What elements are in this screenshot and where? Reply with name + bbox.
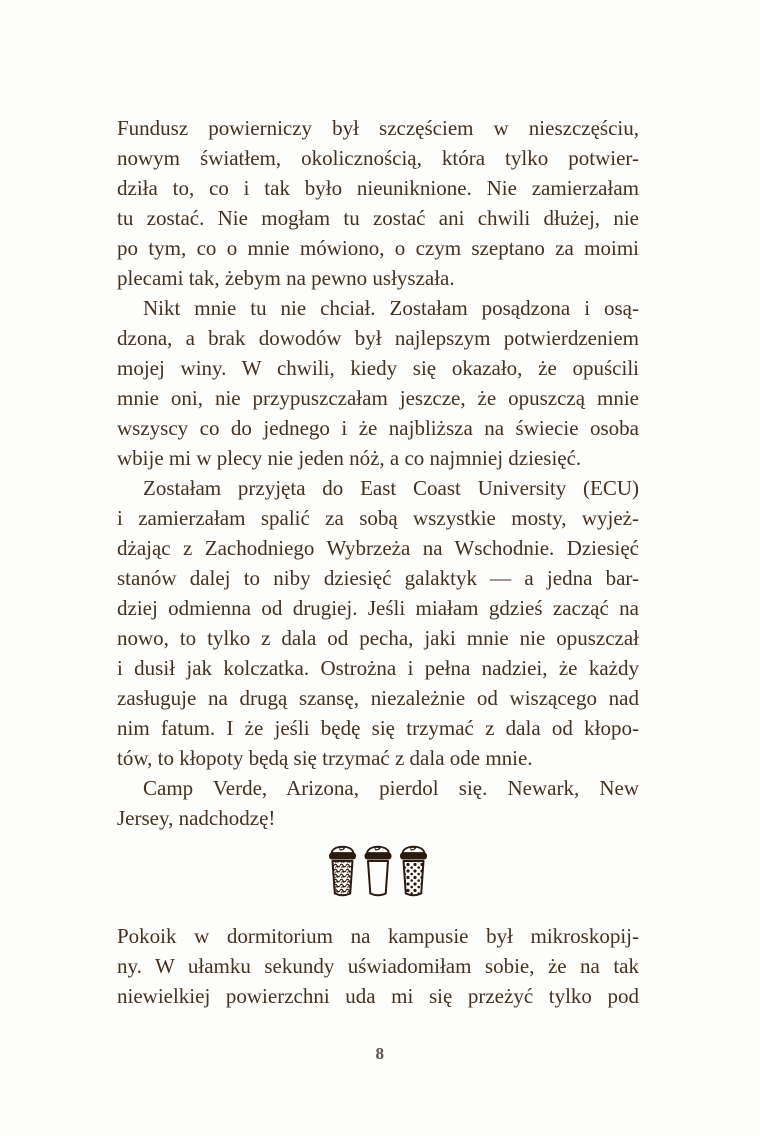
text-line xyxy=(117,683,639,713)
text-line xyxy=(117,173,639,203)
text-line-content: wbije mi w plecy nie jeden nóż, a co najmniej dziesięć. xyxy=(117,446,582,470)
text-line xyxy=(117,113,639,143)
text-line xyxy=(117,203,639,233)
text-line-content: tów, to kłopoty będą się trzymać z dala ode mnie. xyxy=(117,746,533,770)
text-line-content: po tym, co o mnie mówiono, o czym szeptano za moimi xyxy=(117,236,639,260)
text-line xyxy=(117,563,639,593)
text-line xyxy=(117,473,639,503)
text-line-content: Camp Verde, Arizona, pierdol się. Newark, New xyxy=(143,776,639,800)
text-line-content: Zostałam przyjęta do East Coast University (ECU) xyxy=(143,476,639,500)
text-line-content: dzona, a brak dowodów był najlepszym potwierdzeniem xyxy=(117,326,639,350)
text-line-content: i zamierzałam spalić za sobą wszystkie mosty, wyjeż- xyxy=(117,506,639,530)
text-line xyxy=(117,951,639,981)
coffee-cup-icon xyxy=(400,847,427,896)
text-line-content: i dusił jak kolczatka. Ostrożna i pełna nadziei, że każdy xyxy=(117,656,639,680)
text-line xyxy=(117,503,639,533)
text-line-content: dziła to, co i tak było nieuniknione. Nie zamierzałam xyxy=(117,176,639,200)
text-line-content: wszyscy co do jednego i że najbliższa na świecie osoba xyxy=(117,416,639,440)
body-text xyxy=(117,113,639,1011)
text-line xyxy=(117,533,639,563)
text-line-content: nowym światłem, okolicznością, która tylko potwier- xyxy=(117,146,639,170)
paragraphs-above-ornament xyxy=(117,113,639,833)
text-line xyxy=(117,653,639,683)
text-line-content: mnie oni, nie przypuszczałam jeszcze, że opuszczą mnie xyxy=(117,386,639,410)
text-line-content: nim fatum. I że jeśli będę się trzymać z dala od kłopo- xyxy=(117,716,639,740)
text-line xyxy=(117,263,639,293)
text-line-content: dziej odmienna od drugiej. Jeśli miałam gdzieś zacząć na xyxy=(117,596,639,620)
paragraph xyxy=(117,473,639,773)
text-line xyxy=(117,981,639,1011)
coffee-cups-ornament xyxy=(117,842,639,900)
three-coffee-cups-graphic xyxy=(328,843,428,899)
paragraph xyxy=(117,113,639,293)
text-line xyxy=(117,921,639,951)
text-line-content: stanów dalej to niby dziesięć galaktyk — a jedna bar- xyxy=(117,566,639,590)
coffee-cup-icon xyxy=(329,847,356,896)
text-line-content: Pokoik w dormitorium na kampusie był mikroskopij- xyxy=(117,924,639,948)
text-line xyxy=(117,353,639,383)
text-line-content: tu zostać. Nie mogłam tu zostać ani chwili dłużej, nie xyxy=(117,206,639,230)
page-number: 8 xyxy=(375,1044,385,1063)
text-line-content: Nikt mnie tu nie chciał. Zostałam posądzona i osą- xyxy=(143,296,639,320)
text-line xyxy=(117,413,639,443)
text-line-content: niewielkiej powierzchni uda mi się przeżyć tylko pod xyxy=(117,984,639,1008)
text-line xyxy=(117,293,639,323)
text-line-content: nowo, to tylko z dala od pecha, jaki mnie nie opuszczał xyxy=(117,626,639,650)
text-line-content: plecami tak, żebym na pewno usłyszała. xyxy=(117,266,455,290)
paragraphs-below-ornament xyxy=(117,921,639,1011)
text-line-content: zasługuje na drugą szansę, niezależnie od wiszącego nad xyxy=(117,686,639,710)
text-line xyxy=(117,593,639,623)
paragraph xyxy=(117,773,639,833)
coffee-cup-icon xyxy=(365,847,392,896)
text-line xyxy=(117,383,639,413)
text-line-content: Fundusz powierniczy był szczęściem w nieszczęściu, xyxy=(117,116,639,140)
text-line xyxy=(117,143,639,173)
text-line xyxy=(117,233,639,263)
text-line-content: ny. W ułamku sekundy uświadomiłam sobie, że na tak xyxy=(117,954,639,978)
text-line-content: mojej winy. W chwili, kiedy się okazało, że opuścili xyxy=(117,356,639,380)
text-line xyxy=(117,743,639,773)
text-line xyxy=(117,323,639,353)
text-line xyxy=(117,443,639,473)
paragraph xyxy=(117,921,639,1011)
text-line-content: Jersey, nadchodzę! xyxy=(117,806,276,830)
text-line xyxy=(117,623,639,653)
text-line xyxy=(117,773,639,803)
paragraph xyxy=(117,293,639,473)
text-line xyxy=(117,713,639,743)
text-line-content: dżając z Zachodniego Wybrzeża na Wschodnie. Dziesięć xyxy=(117,536,639,560)
text-line xyxy=(117,803,639,833)
